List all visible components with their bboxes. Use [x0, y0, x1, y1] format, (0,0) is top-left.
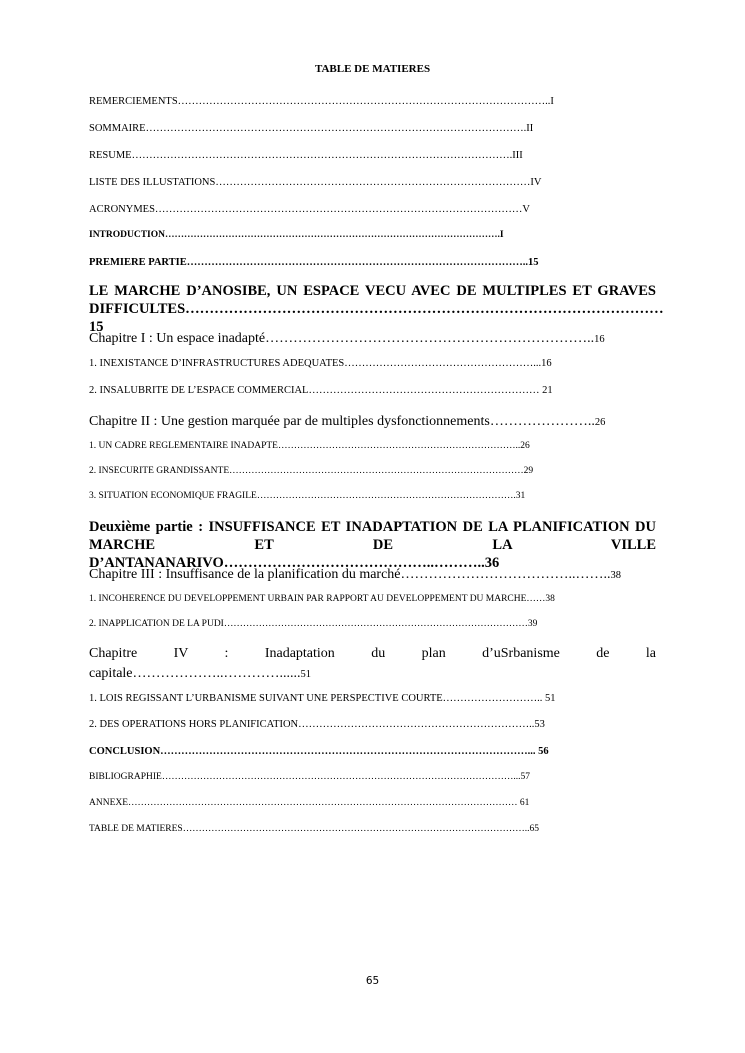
toc-entry-inapplication-pudi: 2. INAPPLICATION DE LA PUDI……………………………………………………………………………………39 [89, 619, 538, 629]
toc-entry-conclusion: CONCLUSION……………………………………………………………………………………………... 56 [89, 746, 549, 757]
chapitre-2-title: Chapitre II : Une gestion marquée par de multiples dysfonctionnements [89, 414, 490, 429]
toc-entry-inexistance: 1. INEXISTANCE D’INFRASTRUCTURES ADEQUATES………………………………………………...16 [89, 358, 552, 369]
part-one-heading-line2: DIFFICULTES………………………………………………………………………………………15 [89, 301, 664, 336]
chapitre-3-dots: ………………………………..…….. [400, 567, 611, 582]
chapitre-4-page: 51 [300, 668, 312, 680]
toc-entry-chapitre-3 [89, 564, 656, 584]
toc-entry-introduction: INTRODUCTION…………………………………………………………………………………………….I [89, 230, 504, 240]
toc-entry-liste-illustrations: LISTE DES ILLUSTATIONS………………………………………………………………………………IV [89, 177, 542, 188]
toc-entry-lois-regissant: 1. LOIS REGISSANT L’URBANISME SUIVANT UNE PERSPECTIVE COURTE……………………….. 51 [89, 693, 556, 704]
chapitre-1-page: 16 [594, 334, 605, 345]
toc-entry-remerciements: REMERCIEMENTS……………………………………………………………………………………………..I [89, 96, 554, 107]
part-one-heading-line1: LE MARCHE D’ANOSIBE, UN ESPACE VECU AVEC DE MULTIPLES ET GRAVES [89, 283, 656, 299]
toc-entry-cadre-reglementaire: 1. UN CADRE REGLEMENTAIRE INADAPTE…………………………………………………………………..26 [89, 441, 530, 451]
toc-entry-chapitre-4 [89, 645, 656, 683]
toc-entry-chapitre-2 [89, 411, 656, 431]
toc-entry-insalubrite: 2. INSALUBRITE DE L’ESPACE COMMERCIAL………………………………………………………… 21 [89, 385, 553, 396]
toc-entry-chapitre-1 [89, 328, 656, 348]
chapitre-3-page: 38 [610, 570, 622, 581]
chapitre-1-title: Chapitre I : Un espace inadapté [89, 331, 266, 346]
toc-entry-annexe: ANNEXE…………………………………………………………………………………………………………… 61 [89, 798, 530, 808]
toc-entry-insecurite: 2. INSECURITE GRANDISSANTE…………………………………………………………………………………29 [89, 466, 534, 476]
chapitre-4-line1: Chapitre IV : Inadaptation du plan d’uSrbanisme de la [89, 646, 656, 661]
toc-entry-operations-hors-planification: 2. DES OPERATIONS HORS PLANIFICATION…………………………………………………………..53 [89, 719, 545, 730]
chapitre-4-dots: ………………..…………...... [132, 665, 301, 681]
toc-entry-situation-economique: 3. SITUATION ECONOMIQUE FRAGILE……………………………………………………………………….31 [89, 491, 526, 501]
chapitre-1-dots: …………………………………………………………….. [265, 331, 595, 346]
chapitre-3-title: Chapitre III : Insuffisance de la planification du marché [89, 567, 401, 582]
toc-entry-sommaire: SOMMAIRE……………………………………………………………………………………………….II [89, 123, 534, 134]
toc-entry-premiere-partie: PREMIERE PARTIE……………………………………………………………………………………..15 [89, 257, 539, 268]
chapitre-2-page: 26 [594, 417, 606, 428]
page-number: 65 [365, 975, 380, 987]
part-two-heading-line1: Deuxième partie : INSUFFISANCE ET INADAPTATION DE LA PLANIFICATION DU [89, 519, 656, 535]
chapitre-4-line2: capitale [89, 665, 133, 681]
toc-entry-table-de-matieres: TABLE DE MATIERES………………………………………………………………………………………………..65 [89, 824, 539, 834]
toc-entry-resume: RESUME……………………………………………………………………………………………….III [89, 150, 523, 161]
chapitre-2-dots: ………………….. [489, 414, 595, 429]
toc-entry-bibliographie: BIBLIOGRAPHIE…………………………………………………………………………………………………...57 [89, 772, 530, 782]
page-title: TABLE DE MATIERES [314, 63, 431, 75]
toc-entry-incoherence: 1. INCOHERENCE DU DEVELOPPEMENT URBAIN PAR RAPPORT AU DEVELOPPEMENT DU MARCHE……38 [89, 594, 555, 604]
part-two-heading-line2: MARCHE ET DE LA VILLE D’ANTANANARIVO……………………………………..………..36 [89, 537, 656, 572]
toc-entry-acronymes: ACRONYMES……………………………………………………………………………………………V [89, 204, 531, 215]
